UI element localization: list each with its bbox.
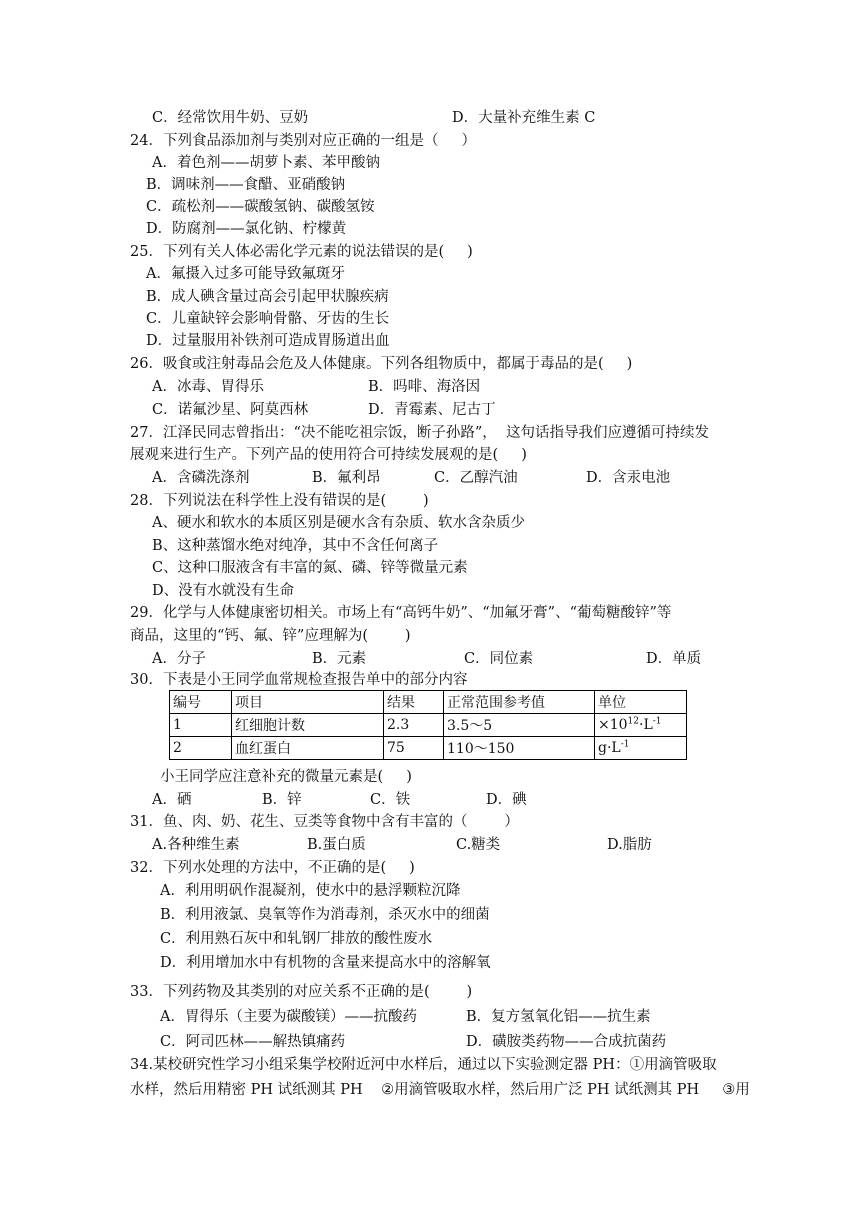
q24-option-d: D．防腐剂——氯化钠、柠檬黄 (146, 221, 347, 237)
q30-option-c: C．铁 (370, 792, 411, 808)
table-cell: 75 (384, 737, 444, 760)
q24-option-c: C．疏松剂——碳酸氢钠、碳酸氢铵 (146, 199, 375, 215)
q25-option-b: B．成人碘含量过高会引起甲状腺疾病 (146, 289, 389, 305)
q31-option-c: C.糖类 (456, 837, 501, 853)
q27-option-d: D．含汞电池 (586, 470, 671, 486)
table-header-row (170, 691, 687, 714)
q32-option-b: B．利用液氯、臭氧等作为消毒剂，杀灭水中的细菌 (160, 907, 490, 923)
q29-stem-line1: 29．化学与人体健康密切相关。市场上有“高钙牛奶”、“加氟牙膏”、“葡萄糖酸锌”等 (130, 605, 672, 621)
q33-option-a: A．胃得乐（主要为碳酸镁）——抗酸药 (160, 1009, 417, 1025)
table-row (170, 714, 687, 737)
table-cell: 110～150 (444, 737, 595, 760)
q33-option-c: C．阿司匹林——解热镇痛药 (160, 1034, 346, 1050)
table-header-cell: 项目 (232, 691, 384, 714)
q33-option-b: B．复方氢氧化铝——抗生素 (466, 1009, 651, 1025)
q30-option-d: D．碘 (486, 792, 527, 808)
table-header-cell: 编号 (170, 691, 232, 714)
q30-stem: 30．下表是小王同学血常规检查报告单中的部分内容 (130, 672, 468, 688)
table-header-cell: 单位 (595, 691, 687, 714)
q32-option-c: C．利用熟石灰中和轧钢厂排放的酸性废水 (160, 931, 433, 947)
q27-stem-line2: 展观来进行生产。下列产品的使用符合可持续发展观的是( ) (130, 447, 527, 463)
q28-stem: 28．下列说法在科学性上没有错误的是( ) (130, 493, 429, 509)
unit-per-liter: ·L (639, 717, 653, 733)
table-header-cell: 正常范围参考值 (444, 691, 595, 714)
q28-option-d: D、没有水就没有生命 (152, 583, 295, 599)
q26-option-a: A．冰毒、胃得乐 (152, 379, 264, 395)
unit-exponent: -1 (620, 739, 630, 750)
q29-option-a: A．分子 (152, 651, 206, 667)
q26-option-b: B．吗啡、海洛因 (368, 379, 481, 395)
table-row (170, 737, 687, 760)
q30-ask: 小王同学应注意补充的微量元素是( ) (160, 769, 412, 785)
q26-stem: 26．吸食或注射毒品会危及人体健康。下列各组物质中，都属于毒品的是( ) (130, 356, 633, 372)
q24-stem: 24．下列食品添加剂与类别对应正确的一组是（ ） (130, 133, 476, 149)
q27-option-c: C．乙醇汽油 (434, 470, 518, 486)
unit-exponent: -1 (652, 716, 662, 727)
q25-option-c: C．儿童缺锌会影响骨骼、牙齿的生长 (146, 311, 390, 327)
q33-option-d: D．磺胺类药物——合成抗菌药 (466, 1034, 667, 1050)
q26-option-d: D．青霉素、尼古丁 (368, 402, 496, 418)
q27-option-b: B．氟利昂 (312, 470, 381, 486)
q23-option-d: D．大量补充维生素 C (452, 110, 596, 126)
q24-option-a: A．着色剂——胡萝卜素、苯甲酸钠 (152, 155, 380, 171)
table-cell-unit (595, 737, 687, 760)
q33-stem: 33．下列药物及其类别的对应关系不正确的是( ) (130, 984, 473, 1000)
q31-option-d: D.脂肪 (607, 837, 652, 853)
q31-option-b: B.蛋白质 (307, 837, 366, 853)
blood-report-table (169, 690, 687, 760)
unit-base: ×10 (598, 717, 628, 733)
q27-stem-line1: 27．江泽民同志曾指出：“决不能吃祖宗饭，断子孙路”， 这句话指导我们应遵循可持续发 (130, 425, 709, 441)
q27-option-a: A．含磷洗涤剂 (152, 470, 250, 486)
q26-option-c: C．诺氟沙星、阿莫西林 (152, 402, 309, 418)
q25-option-a: A．氟摄入过多可能导致氟斑牙 (146, 266, 345, 282)
table-cell: 血红蛋白 (232, 737, 384, 760)
q29-option-d: D．单质 (646, 651, 702, 667)
q32-stem: 32．下列水处理的方法中，不正确的是( ) (130, 860, 415, 876)
q30-option-b: B．锌 (262, 792, 302, 808)
unit-exponent: 12 (627, 716, 639, 727)
q32-option-d: D．利用增加水中有机物的含量来提高水中的溶解氧 (160, 955, 491, 971)
table-cell-unit (595, 714, 687, 737)
q29-option-b: B．元素 (312, 651, 367, 667)
q32-option-a: A．利用明矾作混凝剂，使水中的悬浮颗粒沉降 (160, 883, 461, 899)
q28-option-b: B、这种蒸馏水绝对纯净，其中不含任何离子 (152, 538, 439, 554)
table-header-cell: 结果 (384, 691, 444, 714)
table-cell: 红细胞计数 (232, 714, 384, 737)
q24-option-b: B．调味剂——食醋、亚硝酸钠 (146, 177, 346, 193)
q23-option-c: C．经常饮用牛奶、豆奶 (152, 110, 309, 126)
q29-option-c: C．同位素 (464, 651, 534, 667)
table-cell: 2.3 (384, 714, 444, 737)
q25-stem: 25．下列有关人体必需化学元素的说法错误的是( ) (130, 244, 473, 260)
q29-stem-line2: 商品，这里的“钙、氟、锌”应理解为( ) (130, 628, 411, 644)
table-cell: 1 (170, 714, 232, 737)
q34-line1: 34.某校研究性学习小组采集学校附近河中水样后，通过以下实验测定器 PH：①用滴管吸取 (130, 1057, 717, 1073)
q25-option-d: D．过量服用补铁剂可造成胃肠道出血 (146, 333, 390, 349)
table-cell: 3.5～5 (444, 714, 595, 737)
q28-option-a: A、硬水和软水的本质区别是硬水含有杂质、软水含杂质少 (152, 515, 525, 531)
q31-stem: 31．鱼、肉、奶、花生、豆类等食物中含有丰富的（ ） (130, 814, 519, 830)
unit-base: g·L (598, 740, 621, 756)
q31-option-a: A.各种维生素 (152, 837, 240, 853)
table-cell: 2 (170, 737, 232, 760)
q30-option-a: A．硒 (152, 792, 192, 808)
q34-line2: 水样，然后用精密 PH 试纸测其 PH ②用滴管吸取水样，然后用广泛 PH 试纸测其 PH ③用 (130, 1082, 750, 1098)
q28-option-c: C、这种口服液含有丰富的氮、磷、锌等微量元素 (152, 560, 468, 576)
